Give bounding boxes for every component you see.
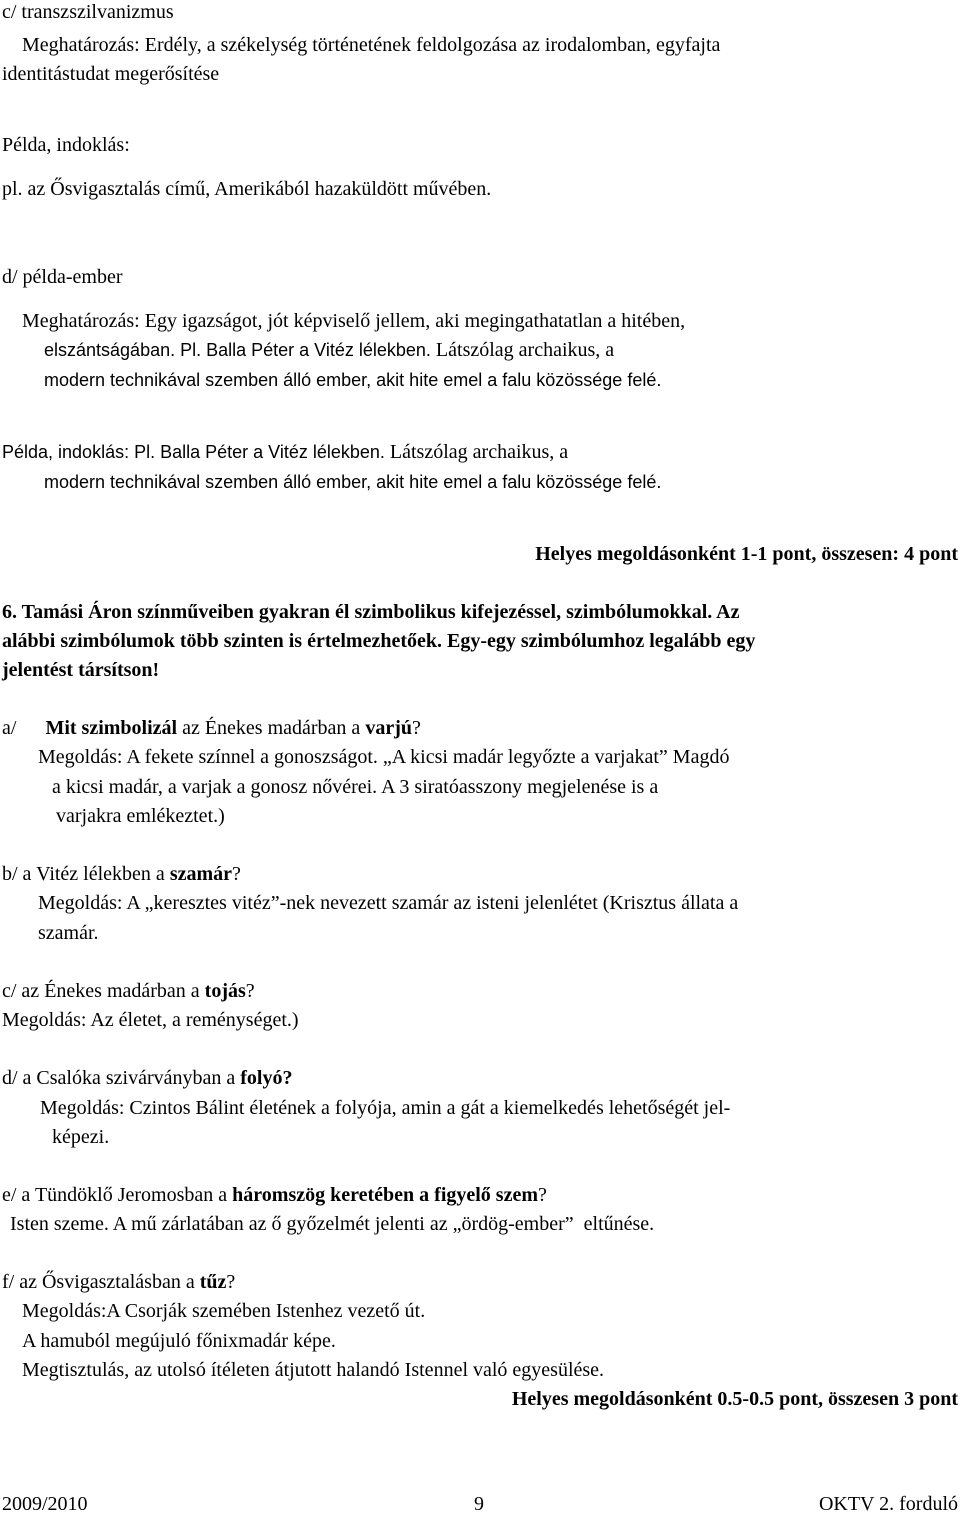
score-summary-2: Helyes megoldásonként 0.5-0.5 pont, összesen 3 pont [511, 1388, 958, 1410]
footer-year: 2009/2010 [2, 1493, 88, 1515]
item-b-prefix: b/ a Vitéz lélekben a [2, 863, 170, 885]
item-e-keyword: háromszög keretében a figyelő szem [232, 1184, 538, 1206]
item-e-end: ? [538, 1184, 547, 1206]
section-d-example-line2: modern technikával szemben álló ember, akit hite emel a falu közössége felé. [44, 472, 662, 492]
section-c-example-text: pl. az Ősvigasztalás című, Amerikából hazaküldött művében. [2, 178, 492, 200]
item-a-end: ? [411, 717, 421, 739]
item-b-question [2, 862, 241, 886]
item-a-bold1: Mit szimbolizál [45, 717, 178, 739]
item-f-solution-line2: A hamuból megújuló főnixmadár képe. [22, 1330, 336, 1352]
item-b-solution-line2: szamár. [38, 922, 99, 944]
item-d-solution-line2: képezi. [52, 1126, 110, 1148]
section-d-definition-line2-sans: elszántságában. Pl. Balla Péter a Vitéz lélekben. [44, 340, 431, 360]
item-c-solution-line1: Megoldás: Az életet, a reménységet.) [2, 1009, 299, 1031]
item-c-question [2, 979, 255, 1003]
section-d-definition-line3: modern technikával szemben álló ember, akit hite emel a falu közössége felé. [44, 370, 662, 390]
footer-page-number: 9 [474, 1493, 484, 1515]
item-e-prefix: e/ a Tündöklő Jeromosban a [2, 1184, 233, 1206]
item-d-question [2, 1066, 292, 1090]
section-d-definition-line1: Meghatározás: Egy igazságot, jót képviselő jellem, aki megingathatatlan a hitében, [22, 310, 686, 332]
item-a-prefix: a/ [2, 717, 22, 739]
item-f-question [2, 1270, 235, 1294]
item-c-keyword: tojás [204, 980, 246, 1002]
item-d-keyword: folyó? [240, 1067, 293, 1089]
item-d-prefix: d/ a Csalóka szivárványban a [2, 1067, 241, 1089]
section-c-example-label: Példa, indoklás: [2, 134, 130, 156]
item-b-keyword: szamár [169, 863, 233, 885]
section-c-heading: c/ transzszilvanizmus [2, 1, 174, 23]
item-a-solution-line1: Megoldás: A fekete színnel a gonoszságot. „A kicsi madár legyőzte a varjakat” Magdó [38, 746, 730, 768]
item-a-mid: az Énekes madárban a [177, 717, 366, 739]
item-c-end: ? [245, 980, 255, 1002]
question-6-line3: jelentést társítson! [2, 659, 160, 681]
item-f-keyword: tűz [199, 1271, 227, 1293]
item-f-solution-line1: Megoldás:A Csorják szemében Istenhez vezető út. [22, 1300, 426, 1322]
item-a-solution-line2: a kicsi madár, a varjak a gonosz nővérei. A 3 siratóasszony megjelenése is a [52, 776, 659, 798]
score-summary-1: Helyes megoldásonként 1-1 pont, összesen: 4 pont [535, 543, 958, 565]
section-d-example-line1 [2, 440, 568, 464]
item-b-solution-line1: Megoldás: A „keresztes vitéz”-nek nevezett szamár az isteni jelenlétet (Krisztus állata a [38, 892, 739, 914]
section-d-definition-line2-serif: Látszólag archaikus, a [430, 339, 615, 361]
section-c-definition-line2: identitástudat megerősítése [2, 63, 220, 85]
section-d-heading: d/ példa-ember [2, 266, 123, 288]
section-d-definition-line2 [44, 338, 614, 362]
question-6-line2: alábbi szimbólumok több szinten is értelmezhetőek. Egy-egy szimbólumhoz legalább egy [2, 630, 756, 652]
section-d-example-line1-serif: Látszólag archaikus, a [384, 441, 569, 463]
item-a-keyword: varjú [365, 717, 412, 739]
item-f-prefix: f/ az Ősvigasztalásban a [2, 1271, 200, 1293]
item-d-solution-line1: Megoldás: Czintos Bálint életének a folyója, amin a gát a kiemelkedés lehetőségét jel- [40, 1097, 731, 1119]
item-f-solution-line3: Megtisztulás, az utolsó ítéleten átjutott halandó Istennel való egyesülése. [22, 1359, 605, 1381]
question-6-line1: 6. Tamási Áron színműveiben gyakran él szimbolikus kifejezéssel, szimbólumokkal. Az [2, 601, 740, 623]
item-a-solution-line3: varjakra emlékeztet.) [56, 805, 225, 827]
section-c-definition-line1: Meghatározás: Erdély, a székelység történetének feldolgozása az irodalomban, egyfajta [22, 34, 721, 56]
item-c-prefix: c/ az Énekes madárban a [2, 980, 205, 1002]
footer-exam-name: OKTV 2. forduló [818, 1493, 958, 1515]
item-e-solution-line1: Isten szeme. A mű zárlatában az ő győzelmét jelenti az „ördög-ember” eltűnése. [10, 1213, 655, 1235]
item-a-question [2, 716, 421, 740]
item-f-end: ? [226, 1271, 236, 1293]
item-b-end: ? [232, 863, 241, 885]
item-e-question [2, 1183, 547, 1207]
section-d-example-line1-sans: Példa, indoklás: Pl. Balla Péter a Vitéz lélekben. [2, 442, 385, 462]
